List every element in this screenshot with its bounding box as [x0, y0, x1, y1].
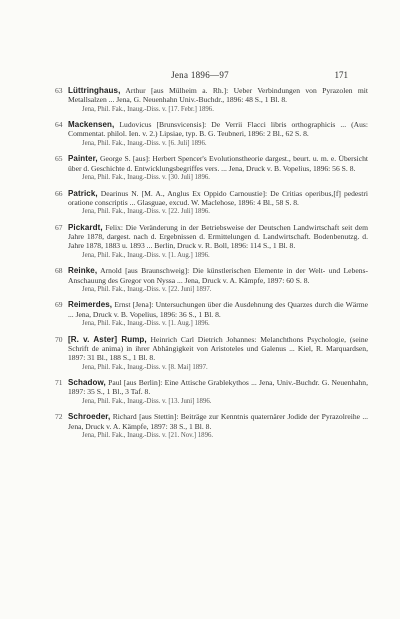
bibliography-entry	[55, 334, 368, 372]
entry-institution: Jena, Phil. Fak., Inaug.-Diss. v. [17. Febr.] 1896.	[82, 105, 214, 113]
entry-author: [R. v. Aster] Rump,	[68, 334, 147, 344]
entry-author: Painter,	[68, 154, 98, 164]
entry-institution: Jena, Phil. Fak., Inaug.-Diss. v. [22. Juni] 1897.	[82, 285, 212, 293]
entry-body	[68, 154, 368, 173]
entry-text: Ludovicus [Brunsvicensis]: De Verrii Flacci libris orthographicis ... (Aus: Commentat. philol. Ien. v. 2.) Lipsiae, typ. B. G. Teubneri, 1896: 2 Bl., 62 S. 8.	[68, 120, 368, 139]
bibliography-entry	[55, 188, 368, 217]
entry-text: Arthur [aus Mülheim a. Rh.]: Ueber Verbindungen von Pyrazolen mit Metallsalzen ... Jena, G. Neuenhahn Univ.-Buchdr., 1896: 48 S., 1 Bl. 8.	[68, 86, 368, 105]
entry-given-name: Richard	[112, 412, 137, 422]
bibliography-entry	[55, 412, 369, 440]
entry-institution: Jena, Phil. Fak., Inaug.-Diss. v. [13. Juni] 1896.	[82, 397, 212, 405]
entry-number: 71	[55, 378, 63, 388]
entry-author: Reinke,	[68, 266, 98, 276]
entry-body	[68, 189, 368, 208]
entry-number: 70	[55, 334, 63, 344]
bibliography-entry	[55, 378, 369, 406]
entry-text: Felix: Die Veränderung in der Betriebsweise der Deutschen Landwirtschaft seit dem Jahre 1878, dargest. nach d. Ergebnissen d. Ermittelungen d. Landwirtschaft. Bodenbenutzg. d. Jahre 1878, 1883 u. 1893 ... Berlin, Druck v. R. Boll, 1896: 114 S., 1 Bl. 8.	[68, 222, 369, 251]
entry-number: 68	[55, 266, 63, 276]
entry-author: Mackensen,	[68, 120, 115, 130]
entry-text: George S. [aus]: Herbert Spencer's Evolutionstheorie dargest., beurt. u. m. e. Übersicht über d. Geschichte d. Entwicklungsbegriffes vers. ... Jena, Druck v. B. Vopelius, 1896: 56 S. 8.	[68, 154, 368, 173]
entry-list	[55, 86, 369, 446]
entry-author: Lüttringhaus,	[68, 86, 121, 95]
entry-number: 64	[55, 120, 63, 130]
entry-body	[68, 378, 368, 397]
bibliography-entry	[55, 222, 369, 260]
entry-body	[68, 412, 368, 431]
entry-given-name: Heinrich Carl Dietrich	[150, 334, 223, 344]
bibliography-entry	[55, 86, 368, 114]
entry-number: 67	[55, 222, 63, 232]
entry-institution: Jena, Phil. Fak., Inaug.-Diss. v. [1. Aug.] 1896.	[82, 251, 210, 259]
entry-number: 63	[55, 86, 63, 95]
entry-text: Dearinus N. [M. A., Anglus Ex Oppido Carnoustie]: De Critias operibus,[f] pedestri oratione conscriptis ... Glasguae, excud. W. Maclehose, 1896: 4 Bl., 58 S. 8.	[68, 188, 368, 207]
entry-number: 66	[55, 188, 63, 198]
entry-institution: Jena, Phil. Fak., Inaug.-Diss. v. [1. Aug.] 1896.	[82, 320, 210, 328]
entry-text: Arnold [aus Braunschweig]: Die künstlerischen Elemente in der Welt- und Lebens-Anschauung des Gregor von Nyssa ... Jena, Druck v. A. Kämpfe, 1897: 60 S. 8.	[68, 266, 368, 285]
entry-author: Pickardt,	[68, 222, 103, 232]
bibliography-entry	[55, 154, 368, 182]
entry-institution: Jena, Phil. Fak., Inaug.-Diss. v. [6. Juli] 1896.	[82, 139, 207, 147]
entry-number: 72	[55, 412, 63, 422]
entry-body	[68, 266, 368, 285]
page-number: 171	[334, 70, 348, 80]
entry-text: Johannes: Melanchthons Psychologie, (seine Schrift de anima) in ihrer Abhängigkeit von Aristoteles und Galenus ... Kiel, R. Marquardsen, 1897: 31 Bl., 188 S., 1 Bl. 8.	[68, 334, 368, 363]
entry-author: Reimerdes,	[68, 300, 113, 310]
entry-body	[68, 335, 368, 363]
bibliography-entry	[55, 266, 368, 294]
page-header	[0, 70, 400, 84]
entry-text: [aus Stettin]: Beiträge zur Kenntnis quaternärer Jodide der Pyrazolreihe ... Jena, Druck v. A. Kämpfe, 1897: 38 S., 1 Bl. 8.	[68, 412, 369, 431]
bibliography-entry	[55, 120, 368, 148]
entry-institution: Jena, Phil. Fak., Inaug.-Diss. v. [22. Juli] 1896.	[82, 208, 210, 216]
entry-number: 69	[55, 300, 63, 310]
entry-institution: Jena, Phil. Fak., Inaug.-Diss. v. [8. Mai] 1897.	[82, 363, 208, 371]
entry-text: Paul [aus Berlin]: Eine Attische Grablekythos ... Jena, Univ.-Buchdr. G. Neuenhahn, 1897: 35 S., 1 Bl., 3 Taf. 8.	[68, 378, 369, 397]
entry-text: Ernst [Jena]: Untersuchungen über die Ausdehnung des Quarzes durch die Wärme ... Jena, Druck v. B. Vopelius, 1896: 36 S., 1 Bl. 8.	[68, 300, 368, 319]
entry-body	[68, 86, 368, 105]
entry-body	[68, 223, 368, 251]
entry-body	[68, 300, 368, 319]
entry-author: Schadow,	[68, 378, 106, 388]
entry-body	[68, 120, 368, 139]
running-title: Jena 1896—97	[171, 70, 229, 80]
entry-author: Patrick,	[68, 188, 98, 198]
entry-institution: Jena, Phil. Fak., Inaug.-Diss. v. [21. Nov.] 1896.	[82, 431, 214, 439]
entry-number: 65	[55, 154, 63, 164]
entry-author: Schroeder,	[68, 412, 111, 422]
bibliography-entry	[55, 300, 368, 328]
entry-institution: Jena, Phil. Fak., Inaug.-Diss. v. [30. Juli] 1896.	[82, 173, 210, 181]
